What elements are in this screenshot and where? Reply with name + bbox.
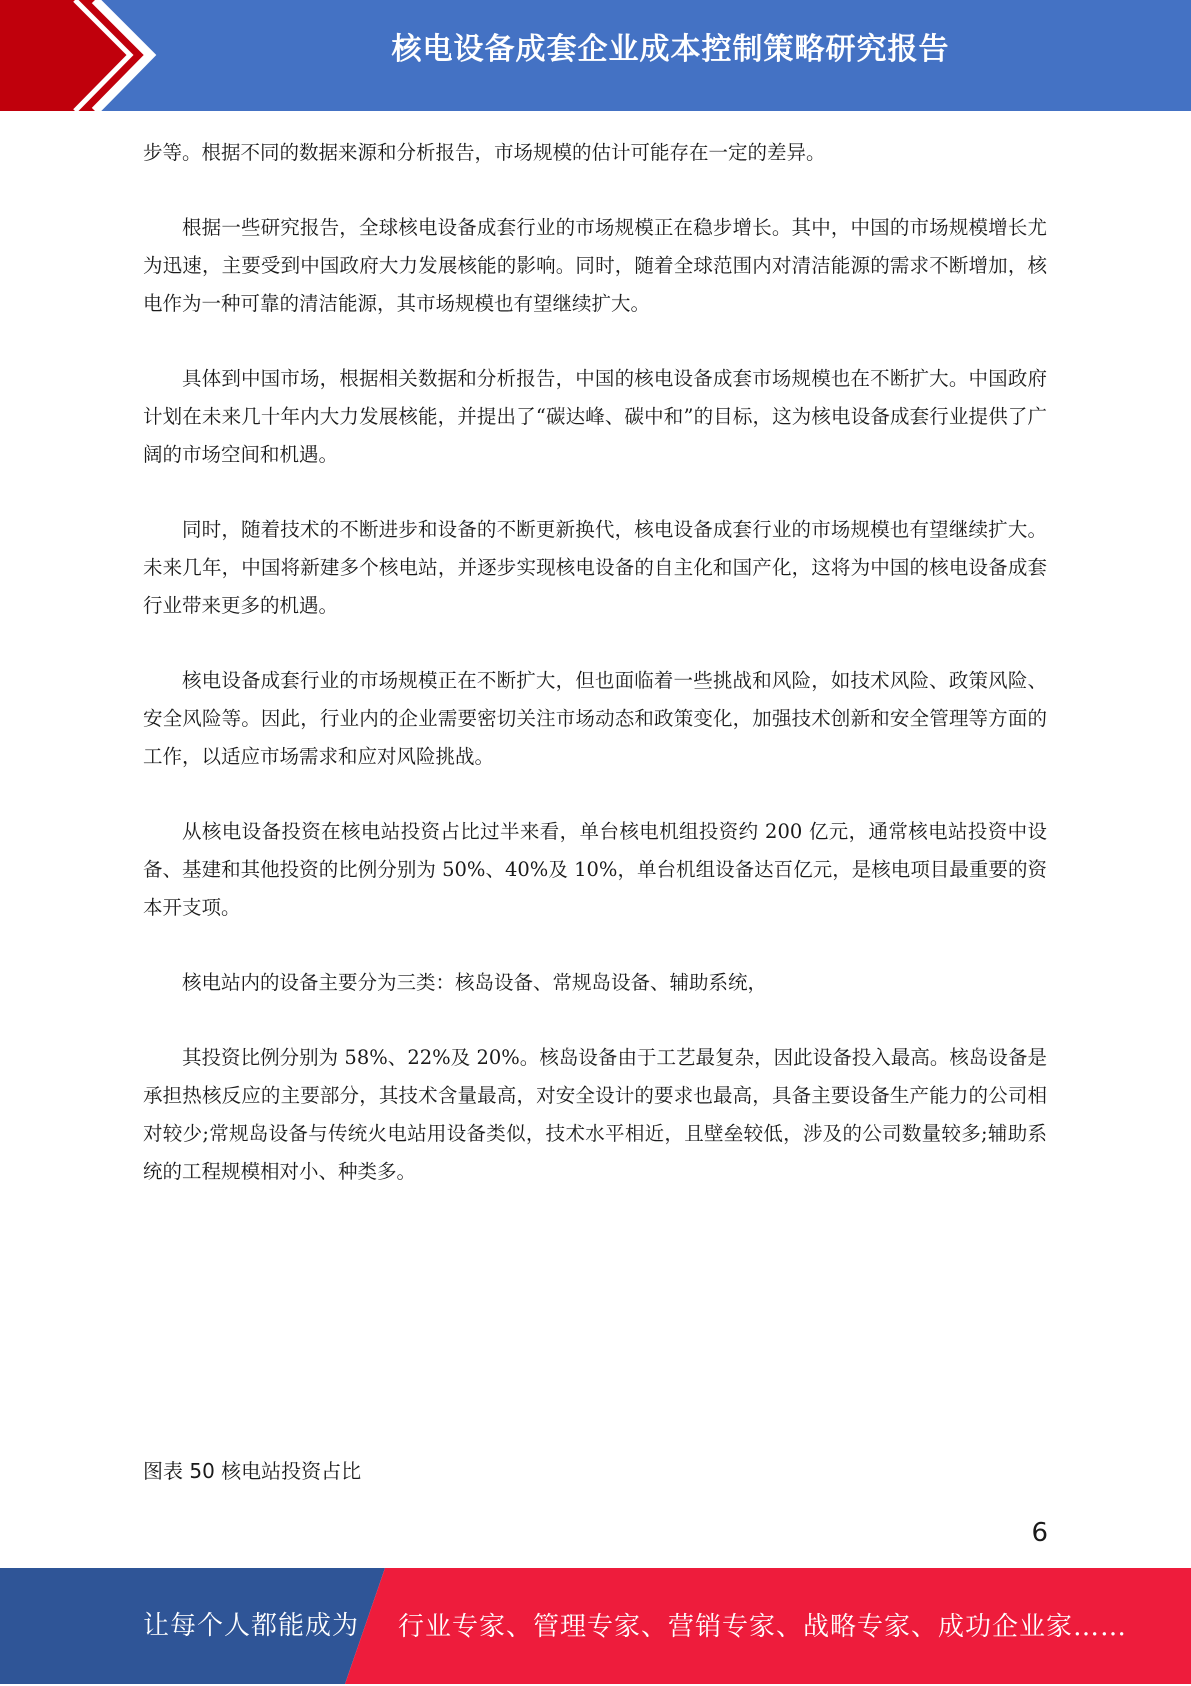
page-header: [0, 0, 1191, 111]
footer-slogan-left: 让每个人都能成为: [143, 1611, 360, 1641]
document-body: [143, 134, 1047, 1228]
paragraph: 同时，随着技术的不断进步和设备的不断更新换代，核电设备成套行业的市场规模也有望继续扩大。未来几年，中国将新建多个核电站，并逐步实现核电设备的自主化和国产化，这将为中国的核电设备成套行业带来更多的机遇。: [143, 518, 1047, 617]
paragraph: 核电设备成套行业的市场规模正在不断扩大，但也面临着一些挑战和风险，如技术风险、政策风险、安全风险等。因此，行业内的企业需要密切关注市场动态和政策变化，加强技术创新和安全管理等方面的工作，以适应市场需求和应对风险挑战。: [143, 669, 1047, 768]
page-number: 6: [1031, 1518, 1048, 1548]
footer-slogan-right: 行业专家、管理专家、营销专家、战略专家、成功企业家……: [398, 1612, 1128, 1642]
paragraph: 步等。根据不同的数据来源和分析报告，市场规模的估计可能存在一定的差异。: [143, 141, 826, 164]
page-footer: [0, 1568, 1191, 1684]
figure-caption: 图表 50 核电站投资占比: [143, 1459, 362, 1483]
report-title: 核电设备成套企业成本控制策略研究报告: [391, 32, 950, 67]
paragraph: 根据一些研究报告，全球核电设备成套行业的市场规模正在稳步增长。其中，中国的市场规模增长尤为迅速，主要受到中国政府大力发展核能的影响。同时，随着全球范围内对清洁能源的需求不断增加，核电作为一种可靠的清洁能源，其市场规模也有望继续扩大。: [143, 216, 1047, 315]
paragraph: 从核电设备投资在核电站投资占比过半来看，单台核电机组投资约 200 亿元，通常核电站投资中设备、基建和其他投资的比例分别为 50%、40%及 10%，单台机组设备达百亿元，是核电项目最重要的资本开支项。: [143, 820, 1047, 919]
paragraph: 其投资比例分别为 58%、22%及 20%。核岛设备由于工艺最复杂，因此设备投入最高。核岛设备是承担热核反应的主要部分，其技术含量最高，对安全设计的要求也最高，具备主要设备生产能力的公司相对较少;常规岛设备与传统火电站用设备类似，技术水平相近，且壁垒较低，涉及的公司数量较多;辅助系统的工程规模相对小、种类多。: [143, 1046, 1047, 1183]
paragraph: 具体到中国市场，根据相关数据和分析报告，中国的核电设备成套市场规模也在不断扩大。中国政府计划在未来几十年内大力发展核能，并提出了“碳达峰、碳中和”的目标，这为核电设备成套行业提供了广阔的市场空间和机遇。: [143, 367, 1047, 466]
paragraph: 核电站内的设备主要分为三类：核岛设备、常规岛设备、辅助系统，: [182, 971, 768, 994]
